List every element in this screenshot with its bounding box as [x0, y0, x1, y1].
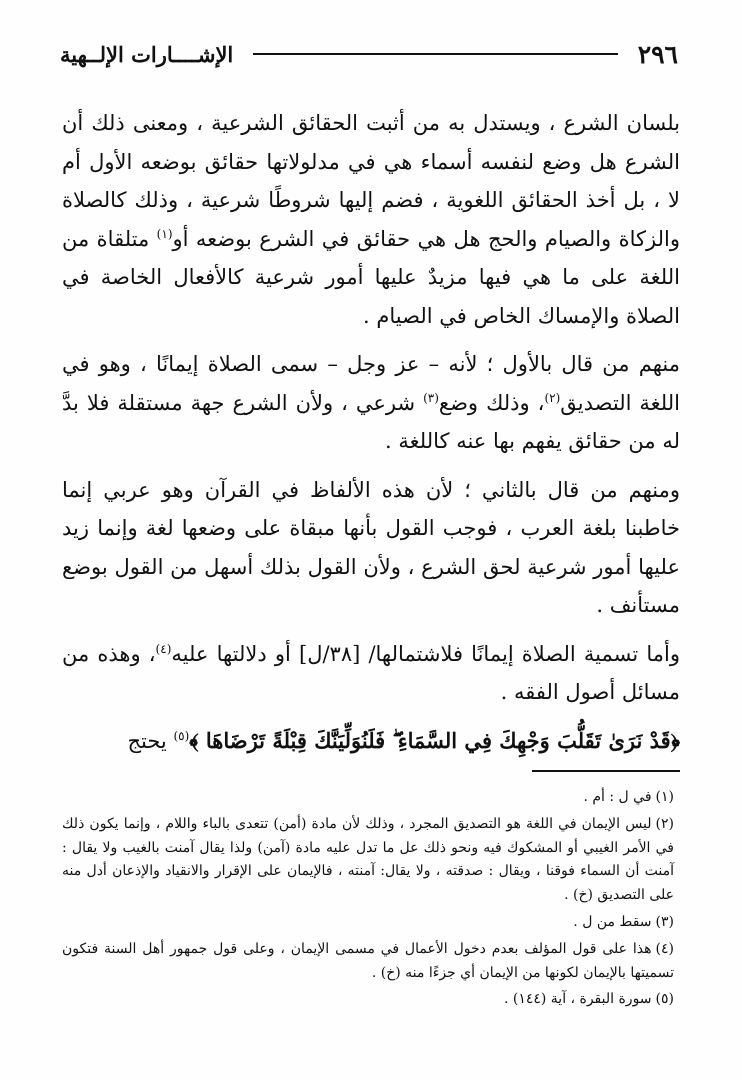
footnote-ref[interactable]: (٣) [423, 390, 439, 405]
footnote-text: في ل : أم . [583, 789, 652, 805]
footnote-label: (٢) [655, 815, 674, 832]
paragraph-3: ومنهم من قال بالثاني ؛ لأن هذه الألفاظ في القرآن وهو عربي إنما خاطبنا بلغة العرب ، فوجب القول بأنها مبقاة على وضعها لغة وإنما زيد عليها أمور شرعية لحق الشرع ، ولأن القول بذلك أسهل من القول بوضع مستأنف . [62, 477, 680, 617]
paragraph-text: يحتج [127, 728, 174, 753]
paragraph-text: ، وذلك وضع [438, 390, 545, 415]
footnote-2 [62, 813, 674, 908]
footnote-text: ليس الإيمان في اللغة هو التصديق المجرد ، وذلك لأن مادة (أمن) تتعدى بالباء واللام ، وإنما يكون ذلك في الأمر الغيبي أو المشكوك فيه ونحو ذلك عل ما تدل عليه مادة (آمن) ولذا يقال آمنت بالغيب ولا يقال : آمنت أن السماء فوقنا ، ويقال : صدقته ، ولا يقال: آمنته ، فالإيمان على الإقرار والانقياد والإذعان أدل منه على التصديق (خ) . [62, 815, 674, 904]
paragraph-1 [62, 104, 680, 335]
footnote-1 [62, 786, 674, 810]
footnote-ref[interactable]: (١) [156, 226, 173, 241]
paragraph-text: شرعي ، ولأن الشرع جهة مستقلة فلا بدَّ له من حقائق يفهم بها عنه كاللغة . [62, 390, 680, 453]
page-number: ٢٩٦ [637, 39, 678, 69]
paragraph-text: متلقاة من اللغة على ما هي فيها مزيدٌ عليها أمور شرعية كالأفعال الخاصة في الصلاة والإمساك الخاص في الصيام . [62, 226, 680, 328]
footnote-3 [62, 911, 674, 935]
footnote-label: (٣) [655, 913, 674, 930]
paragraph-text: ، وهذه من مسائل أصول الفقه . [62, 641, 680, 704]
header-rule [253, 53, 617, 55]
quran-verse: ﴿قَدْ نَرَىٰ تَقَلُّبَ وَجْهِكَ فِي السَّمَاءِ ۖ فَلَنُوَلِّيَنَّكَ قِبْلَةً تَرْضَاهَا ﴾ [189, 727, 680, 753]
footnote-text: سقط من ل . [573, 913, 652, 930]
main-text [62, 104, 680, 760]
footnote-separator [532, 770, 680, 772]
footnote-text: سورة البقرة ، آية (١٤٤) . [503, 991, 652, 1008]
footnote-ref[interactable]: (٤) [155, 641, 172, 656]
paragraph-text: وأما تسمية الصلاة إيمانًا فلاشتمالها/ [٣٨/ل] أو دلالتها عليه [171, 641, 680, 666]
footnote-text: هذا على قول المؤلف بعدم دخول الأعمال في مسمى الإيمان ، وعلى قول جمهور أهل السنة فتكون تسميتها بالإيمان لكونها من الإيمان أي جزءًا منه (خ) . [62, 940, 674, 981]
paragraph-text: منهم من قال بالأول ؛ لأنه – عز وجل – سمى الصلاة إيمانًا ، وهو في اللغة التصديق [62, 352, 680, 415]
paragraph-5 [62, 722, 680, 761]
footnote-4 [62, 938, 674, 986]
running-title: الإشــــارات الإلــهية [60, 41, 234, 67]
paragraph-4 [62, 635, 680, 712]
footnote-ref[interactable]: (٢) [544, 390, 561, 405]
footnote-ref[interactable]: (٥) [173, 728, 190, 743]
paragraph-2 [62, 345, 680, 461]
footnotes [62, 786, 674, 1015]
footnote-5 [62, 988, 674, 1012]
footnote-label: (٥) [655, 991, 674, 1008]
footnote-label: (١) [655, 789, 674, 805]
footnote-label: (٤) [655, 940, 674, 957]
paragraph-text: بلسان الشرع ، ويستدل به من أثبت الحقائق الشرعية ، ومعنى ذلك أن الشرع هل وضع لنفسه أسماء هي في مدلولاتها حقائق بوضعه الأول أم لا ، بل أخذ الحقائق اللغوية ، فضم إليها شروطًا شرعية ، وذلك كالصلاة والزكاة والصيام والحج هل هي حقائق في الشرع بوضعه أو [62, 111, 680, 251]
page-header [60, 34, 678, 74]
